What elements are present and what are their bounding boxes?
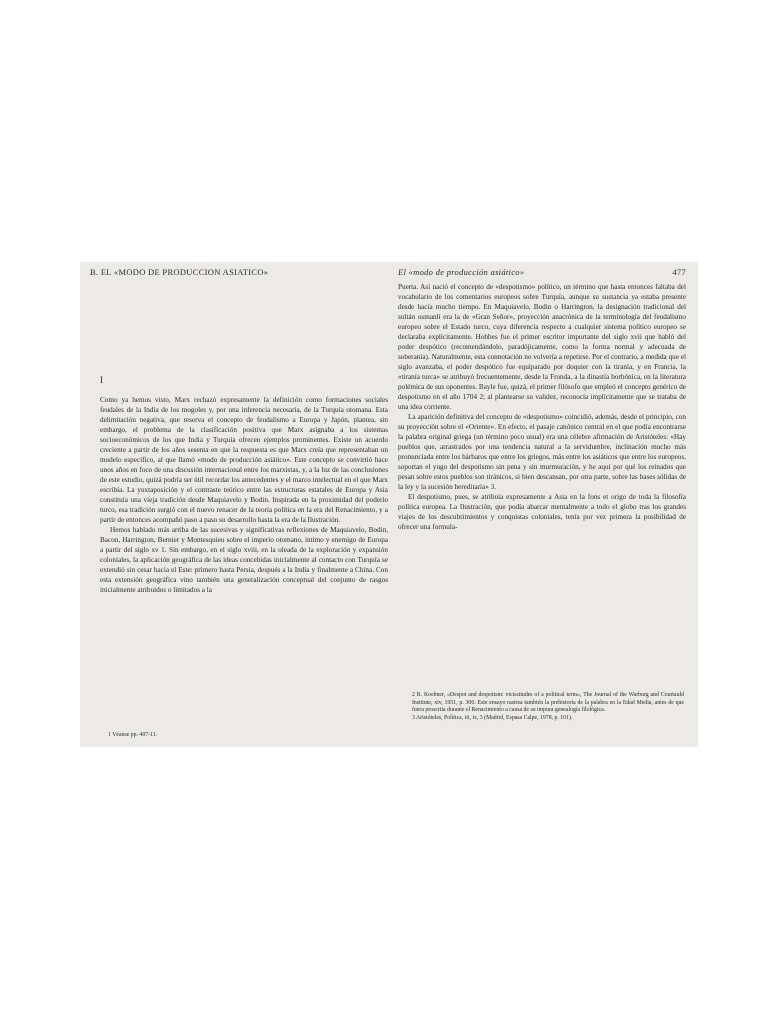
page-number: 477 (672, 267, 686, 277)
paragraph: Como ya hemos visto, Marx rechazó expresamente la definición como formaciones sociales feudales de la India de los mogoles y, por una inferencia necesaria, de la Turquía otomana. Esta delimitación negativa, que reserva el concepto de feudalismo a Europa y Japón, plantea, sin embargo, el problema de la clasificación positiva que Marx asignaba a los sistemas socioeconómicos de los que India y Turquía ofrecen ejemplos prominentes. Existe un acuerdo creciente a partir de los años sesenta en que la respuesta es que Marx creía que representaban un modelo específico, al que llamó «modo de producción asiático». Este concepto se convirtió hace unos años en foco de una discusión internacional entre los marxistas, y, a la luz de las conclusiones de este estudio, quizá podría ser útil recordar los antecedentes y el marco intelectual en el que Marx escribía. La yuxtaposición y el contraste teórico entre las estructuras estatales de Europa y Asia constituía una vieja tradición desde Maquiavelo y Bodin. Inspirada en la proximidad del poderío turco, esa tradición surgió con el nuevo renacer de la teoría política en la era del Renacimiento, y a partir de entonces acompañó paso a paso su desarrollo hasta la era de la Ilustración. (100, 396, 388, 524)
body-text (398, 282, 686, 532)
section-number: I (100, 375, 103, 385)
paragraph: El despotismo, pues, se atribuía expresamente a Asia en la fons et origo de toda la filosofía política europea. La Ilustración, que podía abarcar mentalmente a todo el globo tras los grandes viajes de los descubrimientos y conquistas coloniales, tenía por vez primera la posibilidad de ofrecer una formula- (398, 493, 686, 531)
running-title: El «modo de producción asiático» (398, 267, 525, 277)
body-text (100, 395, 388, 595)
paragraph: Hemos hablado más arriba de las sucesivas y significativas reflexiones de Maquiavelo, Bodin, Bacon, Harrington, Bernier y Montesquieu sobre el imperio otomano, íntimo y enemigo de Europa a partir del siglo xv 1. Sin embargo, en el siglo xviii, en la oleada de la exploración y expansión coloniales, la aplicación geográfica de las ideas concebidas inicialmente al contacto con Turquía se extendió sin cesar hacia el Este: primero hasta Persia, después a la India y finalmente a China. Con esta extensión geográfica vino también una generalización conceptual del conjunto de rasgos inicialmente atribuidos o limitados a la (100, 526, 388, 594)
book-spread (80, 262, 698, 747)
footnote: 2 R. Koebner, «Despot and despotism: vicissitudes of a political term», The Journal of the Warburg and Courtauld Institute, xiv, 1951, p. 300. Este ensayo rastrea también la prehistoria de la palabra en la Edad Media, antes de que fuera proscrita durante el Renacimiento a causa de su impura genealogía filológica. (412, 692, 684, 714)
footnote: 1 Véanse pp. 407-11. (108, 732, 158, 738)
running-head: B. EL «MODO DE PRODUCCION ASIATICO» (90, 267, 269, 277)
paragraph: Puerta. Así nació el concepto de «despotismo» político, un término que hasta entonces faltaba del vocabulario de los comentarios europeos sobre Turquía, aunque su sustancia ya estaba presente desde hacía mucho tiempo. En Maquiavelo, Bodin o Harrington, la designación tradicional del sultán osmanlí era la de «Gran Señor», proyección anacrónica de la terminología del feudalismo europeo sobre el Estado turco, cuya diferencia respecto a cualquier sistema político europeo se declaraba explícitamente. Hobbes fue el primer escritor importante del siglo xvii que habló del poder despótico (recomendándolo, paradójicamente, como la forma normal y adecuada de soberanía). Naturalmente, esta connotación no volvería a repetirse. Por el contrario, a medida que el siglo avanzaba, el poder despótico fue equiparado por doquier con la tiranía, y en Francia, la «tiranía turca» se atribuyó frecuentemente, desde la Fronda, a la dinastía borbónica, en la literatura polémica de sus oponentes. Bayle fue, quizá, el primer filósofo que empleó el concepto genérico de despotismo en el año 1704 2; al plantearse su validez, reconocía implícitamente que se trataba de una idea corriente. (398, 283, 686, 411)
footnote: 3 Aristóteles, Política, iii, ix, 3 (Madrid, Espasa Calpe, 1978, p. 101). (412, 714, 573, 721)
footnotes (108, 732, 378, 740)
paragraph: La aparición definitiva del concepto de «despotismo» coincidió, además, desde el principio, con su proyección sobre el «Oriente». En efecto, el pasaje canónico central en el que podía encontrarse la palabra original griega (un término poco usual) era una célebre afirmación de Aristóteles: «Hay pueblos que, arrastrados por una tendencia natural a la servidumbre, inclinación mucho más pronunciada entre los bárbaros que entre los griegos, más entre los asiáticos que entre los europeos, soportan el yugo del despotismo sin pena y sin murmuración, y he aquí por qué los reinados que pesan sobre estos pueblos son tiránicos, si bien descansan, por otra parte, sobre las bases sólidas de la ley y la sucesión hereditaria» 3. (398, 413, 686, 491)
running-head (398, 267, 686, 277)
footnotes (412, 692, 684, 722)
